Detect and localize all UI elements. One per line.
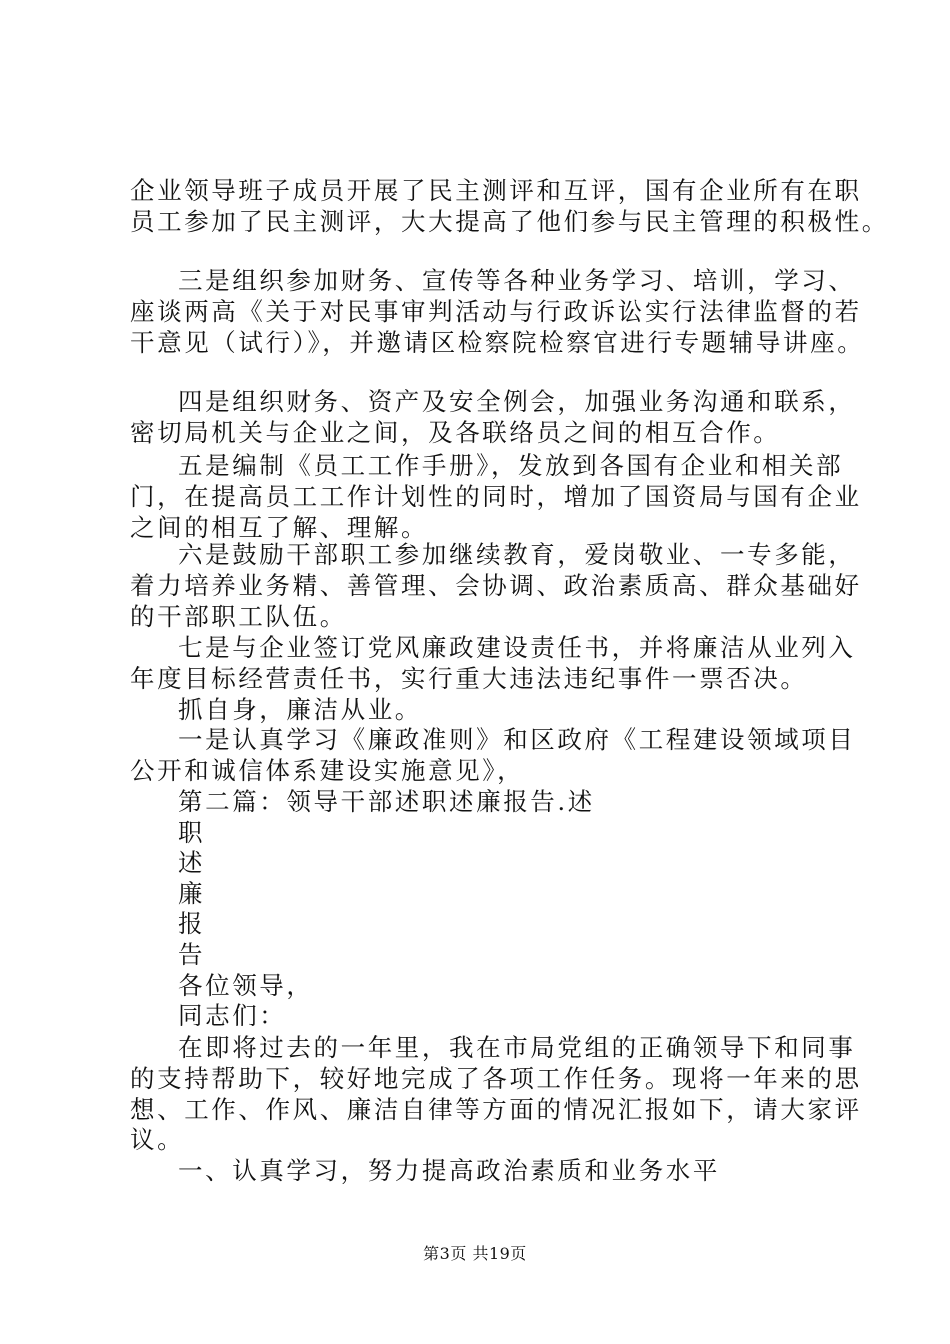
text-line: 职 (178, 818, 206, 847)
text-line: 七是与企业签订党风廉政建设责任书，并将廉洁从业列入 (178, 633, 856, 662)
text-line: 五是编制《员工工作手册》，发放到各国有企业和相关部 (178, 451, 844, 480)
text-line: 年度目标经营责任书，实行重大违法违纪事件一票否决。 (130, 664, 808, 693)
text-line: 企业领导班子成员开展了民主测评和互评，国有企业所有在职 (130, 176, 862, 205)
text-line: 想、工作、作风、廉洁自律等方面的情况汇报如下，请大家评 (130, 1095, 862, 1124)
page-footer: 第3页 共19页 (423, 1244, 527, 1263)
text-line: 之间的相互了解、理解。 (130, 513, 429, 542)
text-line: 一是认真学习《廉政准则》和区政府《工程建设领域项目 (178, 725, 856, 754)
text-line: 六是鼓励干部职工参加继续教育，爱岗敬业、一专多能， (178, 540, 856, 569)
section-heading: 一、认真学习，努力提高政治素质和业务水平 (178, 1156, 720, 1185)
text-line: 告 (178, 940, 206, 969)
text-line: 着力培养业务精、善管理、会协调、政治素质高、群众基础好 (130, 571, 862, 600)
text-line: 四是组织财务、资产及安全例会，加强业务沟通和联系， (178, 387, 856, 416)
text-line: 密切局机关与企业之间，及各联络员之间的相互合作。 (130, 418, 781, 447)
text-line: 干意见（试行）》，并邀请区检察院检察官进行专题辅导讲座。 (130, 328, 865, 357)
text-line: 议。 (130, 1125, 185, 1154)
text-line: 门，在提高员工工作计划性的同时，增加了国资局与国有企业 (130, 482, 862, 511)
text-line: 的支持帮助下，较好地完成了各项工作任务。现将一年来的思 (130, 1064, 862, 1093)
salutation: 各位领导， (178, 971, 314, 1000)
text-line: 座谈两高《关于对民事审判活动与行政诉讼实行法律监督的若 (130, 297, 862, 326)
text-line: 三是组织参加财务、宣传等各种业务学习、培训，学习、 (178, 266, 856, 295)
text-line: 述 (178, 848, 206, 877)
text-line: 在即将过去的一年里，我在市局党组的正确领导下和同事 (178, 1033, 856, 1062)
text-line: 员工参加了民主测评，大大提高了他们参与民主管理的积极性。 (130, 207, 889, 236)
text-line: 报 (178, 909, 206, 938)
text-line: 抓自身，廉洁从业。 (178, 695, 422, 724)
text-line: 廉 (178, 879, 206, 908)
salutation: 同志们： (178, 1001, 287, 1030)
text-line: 公开和诚信体系建设实施意见》， (130, 756, 525, 785)
text-line: 的干部职工队伍。 (130, 602, 347, 631)
section-heading: 第二篇：领导干部述职述廉报告.述 (178, 787, 595, 816)
